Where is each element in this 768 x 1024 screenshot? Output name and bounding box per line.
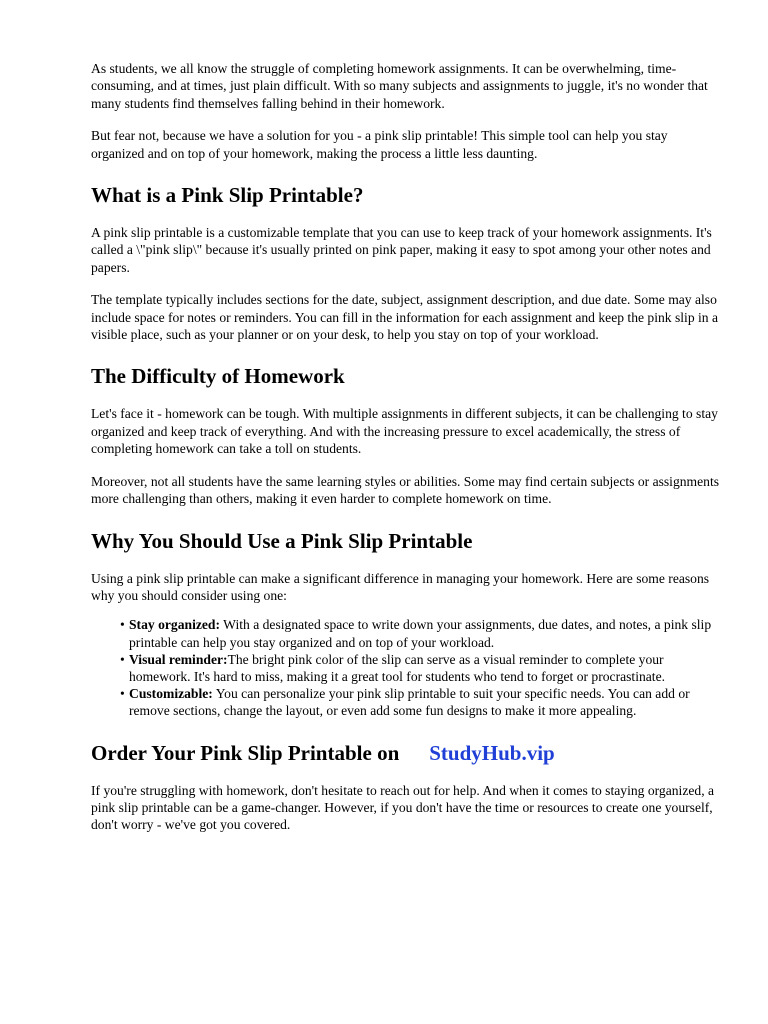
- document-page: [91, 60, 723, 834]
- what-is-paragraph-1: A pink slip printable is a customizable template that you can use to keep track of your homework assignments. It's called a \"pink slip\" because it's usually printed on pink paper, making it easy to spot among your other notes and papers.: [91, 225, 712, 275]
- what-is-paragraph-2: The template typically includes sections for the date, subject, assignment description, and due date. Some may also include space for notes or reminders. You can fill in the information for each assignment and keep the pink slip in a visible place, such as your planner or on your desk, to help you stay on top of your workload.: [91, 292, 719, 343]
- list-item-label: Customizable:: [129, 686, 213, 702]
- order-paragraph-1: If you're struggling with homework, don't hesitate to reach out for help. And when it comes to staying organized, a pink slip printable can be a game-changer. However, if you don't have the time or resources to create one yourself, don't worry - we've got you covered.: [91, 782, 715, 833]
- studyhub-link[interactable]: StudyHub.vip: [429, 740, 555, 765]
- list-item-label: Stay organized:: [129, 617, 220, 633]
- bullet-icon: •: [120, 617, 125, 633]
- order-heading-text: Order Your Pink Slip Printable on: [91, 740, 400, 765]
- reasons-list: [91, 616, 723, 719]
- list-item: [120, 651, 723, 685]
- why-use-paragraph-1: Using a pink slip printable can make a significant difference in managing your homework. Here are some reasons why you should consider using one:: [91, 570, 710, 603]
- list-item: [120, 616, 723, 650]
- section-heading-order: [91, 740, 723, 766]
- list-item-text: With a designated space to write down your assignments, due dates, and notes, a pink slip printable can help you stay organized and on top of your workload.: [129, 617, 712, 650]
- difficulty-paragraph-2: Moreover, not all students have the same learning styles or abilities. Some may find certain subjects or assignments more challenging than others, making it even harder to complete homework on time.: [91, 473, 720, 507]
- intro-paragraph-1: As students, we all know the struggle of completing homework assignments. It can be overwhelming, time-consuming, and at times, just plain difficult. With so many subjects and assignments to juggle, it's no wonder that many students find themselves falling behind in their homework.: [91, 61, 708, 111]
- intro-paragraph-2: But fear not, because we have a solution for you - a pink slip printable! This simple tool can help you stay organized and on top of your homework, making the process a little less daunting.: [91, 128, 668, 161]
- difficulty-paragraph-1: Let's face it - homework can be tough. With multiple assignments in different subjects, it can be challenging to stay organized and keep track of everything. And with the increasing pressure to excel academically, the stress of completing homework can take a toll on students.: [91, 406, 718, 457]
- bullet-icon: •: [120, 651, 125, 667]
- list-item-label: Visual reminder:: [129, 651, 228, 667]
- list-item-text: You can personalize your pink slip printable to suit your specific needs. You can add or remove sections, change the layout, or even add some fun designs to make it more appealing.: [129, 686, 690, 719]
- bullet-icon: •: [120, 686, 125, 702]
- section-heading-what-is: What is a Pink Slip Printable?: [91, 183, 364, 208]
- section-heading-why-use: Why You Should Use a Pink Slip Printable: [91, 528, 473, 553]
- section-heading-difficulty: The Difficulty of Homework: [91, 364, 345, 389]
- list-item-text: The bright pink color of the slip can serve as a visual reminder to complete your homework. It's hard to miss, making it a great tool for students who tend to forget or procrastinate.: [129, 651, 666, 684]
- list-item: [120, 685, 723, 719]
